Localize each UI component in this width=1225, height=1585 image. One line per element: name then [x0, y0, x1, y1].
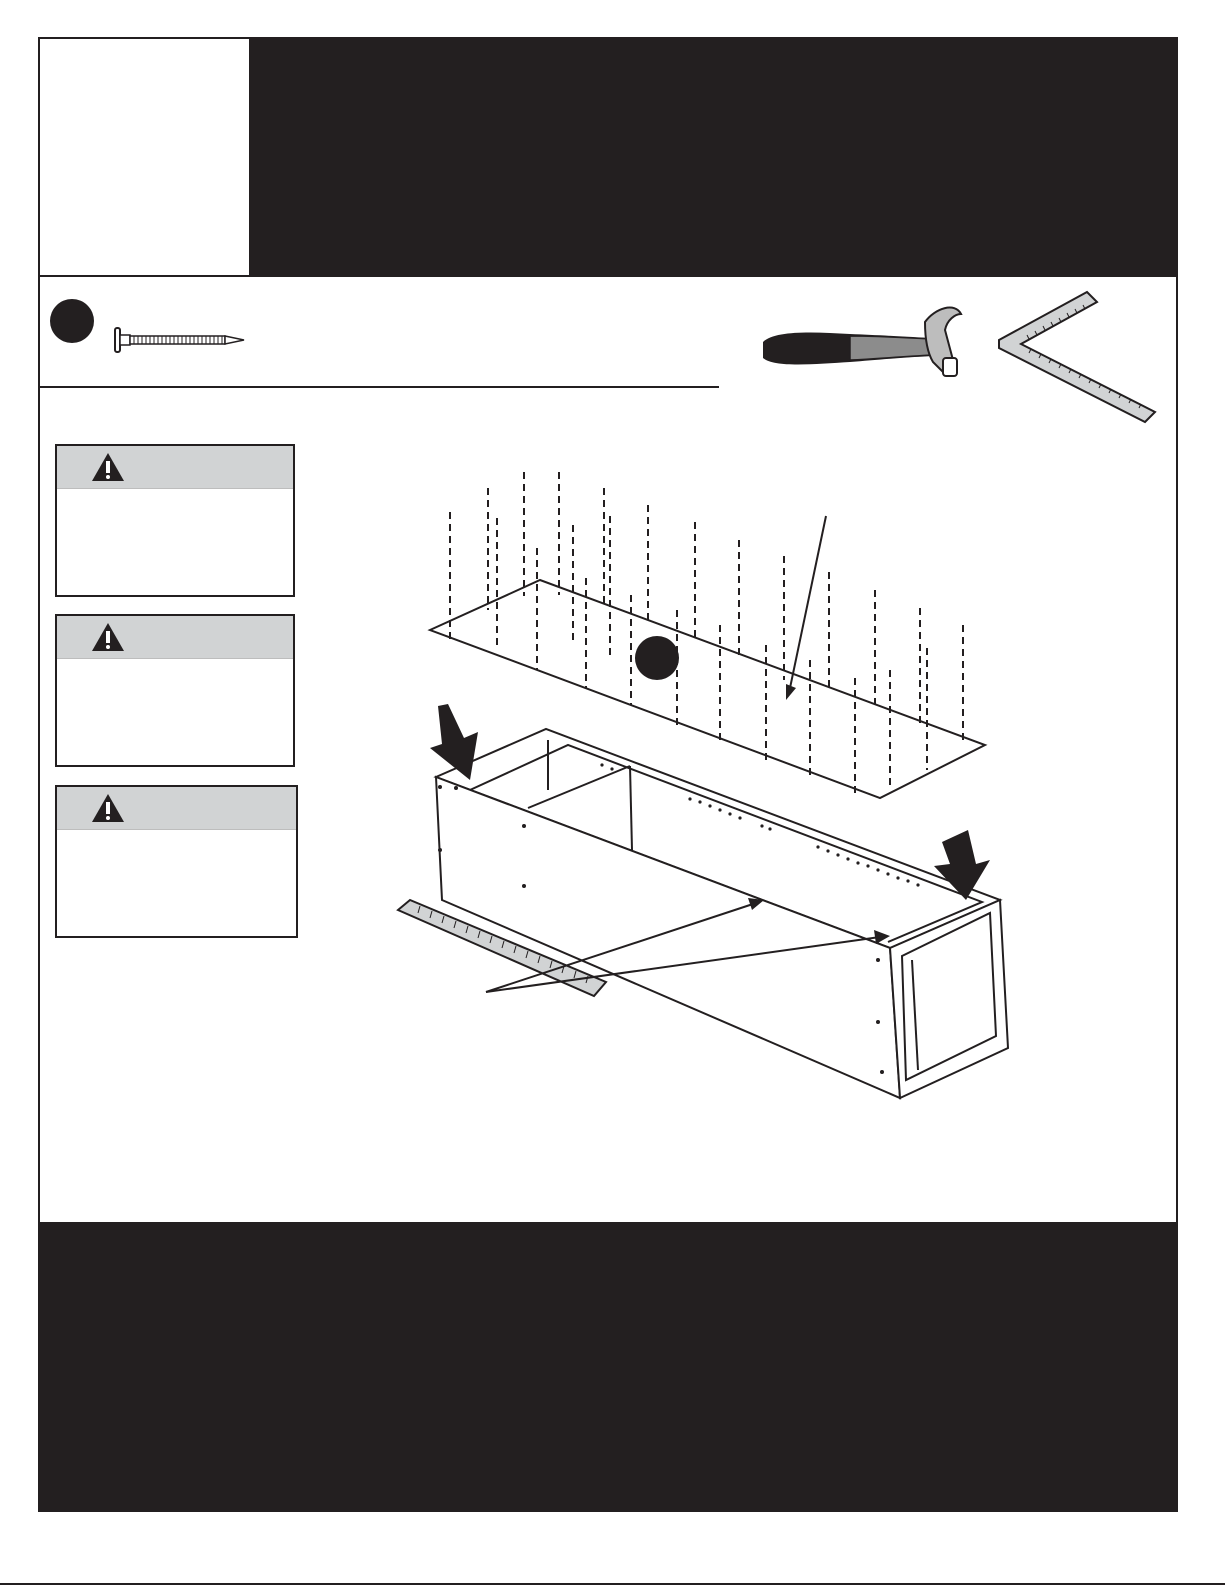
header-divider	[40, 275, 1176, 277]
header-band	[251, 39, 1176, 276]
warning-box-3	[55, 785, 298, 938]
parts-divider	[40, 386, 719, 388]
warning-triangle-icon	[91, 622, 125, 652]
carpenter-square-icon	[995, 288, 1160, 428]
warning-triangle-icon	[91, 793, 125, 823]
hammer-icon	[755, 300, 970, 385]
warning-box-2	[55, 614, 295, 767]
step-number-box	[40, 39, 251, 276]
part-a-marker	[635, 636, 679, 680]
warning-header	[57, 787, 296, 830]
nail-icon	[112, 325, 252, 355]
assembly-diagram	[380, 460, 1030, 1110]
warning-triangle-icon	[91, 452, 125, 482]
warning-header	[57, 446, 293, 489]
warning-header	[57, 616, 293, 659]
part-marker-icon	[50, 299, 94, 343]
warning-box-1	[55, 444, 295, 597]
footer-band	[38, 1222, 1178, 1512]
